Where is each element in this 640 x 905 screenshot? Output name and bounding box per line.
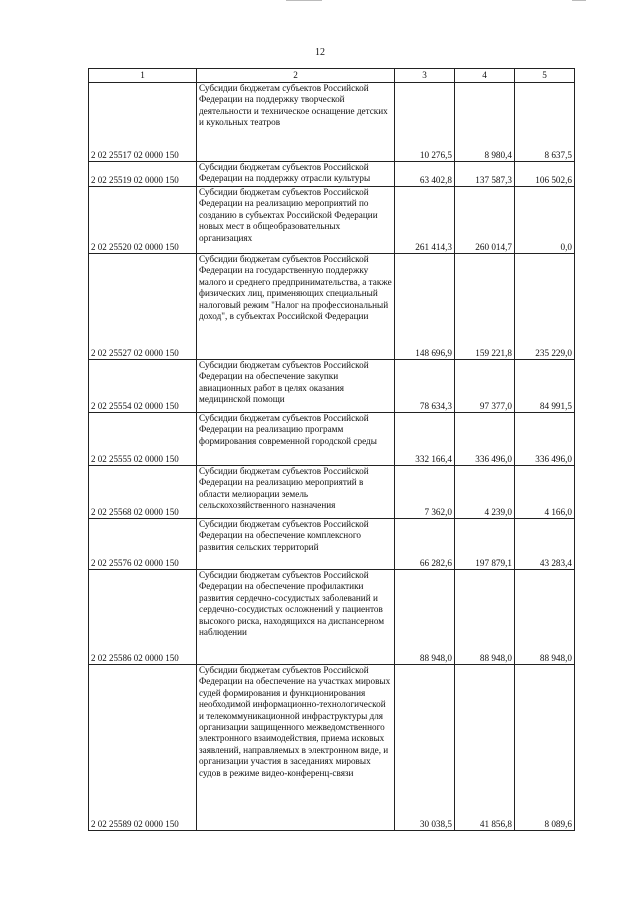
row-value-col4: 41 856,8 [455, 665, 515, 831]
row-code: 2 02 25554 02 0000 150 [89, 360, 197, 413]
row-value-col5: 84 991,5 [515, 360, 575, 413]
scan-artifact [286, 0, 322, 1]
table-row [89, 413, 575, 466]
page-number: 12 [315, 47, 325, 58]
table-row [89, 162, 575, 187]
row-value-col3: 66 282,6 [395, 519, 455, 570]
header-col-5: 5 [515, 69, 575, 83]
row-value-col3: 332 166,4 [395, 413, 455, 466]
row-value-col3: 88 948,0 [395, 570, 455, 665]
row-name: Субсидии бюджетам субъектов Российской Федерации на обеспечение на участках мировых судей формирования и функционирования необходимой информационно-технологической и телекоммуникационной инфраструктуры для организации защищенного межведомственного электронного взаимодействия, приема исковых заявлений, направляемых в электронном виде, и организации участия в заседаниях мировых судов в режиме видео-конференц-связи [197, 665, 395, 831]
row-value-col3: 7 362,0 [395, 466, 455, 519]
row-name: Субсидии бюджетам субъектов Российской Федерации на реализацию программ формирования современной городской среды [197, 413, 395, 466]
row-value-col5: 106 502,6 [515, 162, 575, 187]
row-value-col3: 148 696,9 [395, 254, 455, 360]
row-value-col5: 4 166,0 [515, 466, 575, 519]
row-value-col5: 88 948,0 [515, 570, 575, 665]
row-value-col3: 30 038,5 [395, 665, 455, 831]
header-col-1: 1 [89, 69, 197, 83]
row-name: Субсидии бюджетам субъектов Российской Федерации на обеспечение комплексного развития сельских территорий [197, 519, 395, 570]
row-value-col5: 8 637,5 [515, 83, 575, 162]
row-name: Субсидии бюджетам субъектов Российской Федерации на поддержку отрасли культуры [197, 162, 395, 187]
row-value-col4: 137 587,3 [455, 162, 515, 187]
header-col-2: 2 [197, 69, 395, 83]
row-value-col4: 197 879,1 [455, 519, 515, 570]
row-code: 2 02 25527 02 0000 150 [89, 254, 197, 360]
row-value-col3: 10 276,5 [395, 83, 455, 162]
row-name: Субсидии бюджетам субъектов Российской Федерации на поддержку творческой деятельности и техническое оснащение детских и кукольных театров [197, 83, 395, 162]
row-code: 2 02 25517 02 0000 150 [89, 83, 197, 162]
row-name: Субсидии бюджетам субъектов Российской Федерации на реализацию мероприятий по созданию в субъектах Российской Федерации новых мест в общеобразовательных организациях [197, 187, 395, 254]
row-value-col3: 78 634,3 [395, 360, 455, 413]
row-code: 2 02 25520 02 0000 150 [89, 187, 197, 254]
table-row [89, 519, 575, 570]
row-code: 2 02 25555 02 0000 150 [89, 413, 197, 466]
header-col-3: 3 [395, 69, 455, 83]
row-code: 2 02 25589 02 0000 150 [89, 665, 197, 831]
table-row [89, 466, 575, 519]
table-row [89, 83, 575, 162]
row-value-col4: 88 948,0 [455, 570, 515, 665]
row-value-col5: 0,0 [515, 187, 575, 254]
row-code: 2 02 25519 02 0000 150 [89, 162, 197, 187]
table-row [89, 570, 575, 665]
row-value-col3: 63 402,8 [395, 162, 455, 187]
table-row [89, 665, 575, 831]
scan-artifact [572, 0, 586, 1]
row-value-col4: 260 014,7 [455, 187, 515, 254]
row-value-col4: 4 239,0 [455, 466, 515, 519]
row-name: Субсидии бюджетам субъектов Российской Федерации на государственную поддержку малого и среднего предпринимательства, а также физических лиц, применяющих специальный налоговый режим "Налог на профессиональный доход", в субъектах Российской Федерации [197, 254, 395, 360]
row-value-col4: 336 496,0 [455, 413, 515, 466]
row-name: Субсидии бюджетам субъектов Российской Федерации на обеспечение закупки авиационных работ в целях оказания медицинской помощи [197, 360, 395, 413]
header-col-4: 4 [455, 69, 515, 83]
row-name: Субсидии бюджетам субъектов Российской Федерации на реализацию мероприятий в области мелиорации земель сельскохозяйственного назначения [197, 466, 395, 519]
row-code: 2 02 25568 02 0000 150 [89, 466, 197, 519]
row-name: Субсидии бюджетам субъектов Российской Федерации на обеспечение профилактики развития сердечно-сосудистых заболеваний и сердечно-сосудистых осложнений у пациентов высокого риска, находящихся на диспансерном наблюдении [197, 570, 395, 665]
row-value-col3: 261 414,3 [395, 187, 455, 254]
budget-table [88, 68, 575, 831]
row-value-col5: 43 283,4 [515, 519, 575, 570]
row-value-col4: 8 980,4 [455, 83, 515, 162]
row-value-col5: 336 496,0 [515, 413, 575, 466]
row-code: 2 02 25586 02 0000 150 [89, 570, 197, 665]
row-code: 2 02 25576 02 0000 150 [89, 519, 197, 570]
table-header-row [89, 69, 575, 83]
table-row [89, 254, 575, 360]
table-row [89, 360, 575, 413]
row-value-col4: 97 377,0 [455, 360, 515, 413]
row-value-col4: 159 221,8 [455, 254, 515, 360]
row-value-col5: 8 089,6 [515, 665, 575, 831]
row-value-col5: 235 229,0 [515, 254, 575, 360]
table-row [89, 187, 575, 254]
